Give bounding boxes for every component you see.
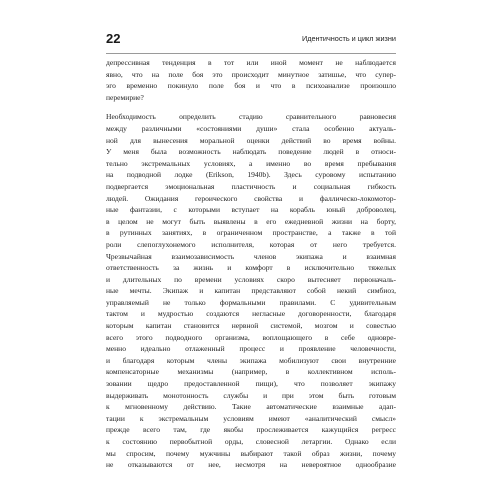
running-title: Идентичность и цикл жизни bbox=[301, 34, 396, 43]
text-line: роли слепоглухонемого исполнителя, которая от него требуется. bbox=[106, 239, 396, 249]
text-line: эго временно покинуло поле боя и что в психоанализе произошло bbox=[106, 81, 396, 91]
text-line: компенсаторные механизмы (например, в коллективном исполь- bbox=[106, 367, 396, 377]
text-line: ответственность за жизнь и комфорт в исключительно тяжелых bbox=[106, 263, 396, 273]
body-text bbox=[106, 57, 396, 471]
header-rule bbox=[106, 53, 396, 54]
text-line: тельно экстремальных условиях, а именно во время пребывания bbox=[106, 158, 396, 168]
text-line: прежде всего там, где якобы прослеживается кажущийся регресс bbox=[106, 425, 396, 435]
text-line: выдерживать монотонность службы и при этом быть готовым bbox=[106, 390, 396, 400]
text-line: между различными «состояниями души» стала особенно актуаль- bbox=[106, 123, 396, 133]
text-line: к состоянию первобытной орды, словесной летаргии. Однако если bbox=[106, 437, 396, 446]
text-line: не отказываются от нее, несмотря на невероятное однообразие bbox=[106, 460, 396, 470]
text-line: и благодаря которым члены экипажа мобилизуют свои внутренние bbox=[106, 355, 396, 365]
text-line: явно, что на поле боя это происходит минутное затишье, что супер- bbox=[106, 69, 396, 79]
text-line: на подводной лодке (Erikson, 1940b). Здесь суровому испытанию bbox=[106, 170, 396, 180]
paragraph bbox=[106, 111, 396, 470]
text-line: ной для вынесения моральной оценки действий во время войны. bbox=[106, 135, 396, 145]
text-line: мы спросим, почему мужчины выбирают такой образ жизни, почему bbox=[106, 448, 396, 458]
paragraph-gap bbox=[106, 103, 396, 111]
text-line: которым капитан становится нервной системой, мозгом и совестью bbox=[106, 321, 396, 331]
text-line: подвергается эмоциональная пластичность и социальная гибкость bbox=[106, 181, 396, 191]
text-line: депрессивная тенденция в тот или иной момент не наблюдается bbox=[106, 58, 396, 67]
text-line: перемирие? bbox=[106, 92, 144, 102]
text-line: управляемый не только формальными правилами. С удивительным bbox=[106, 297, 396, 307]
paragraph bbox=[106, 57, 396, 103]
text-line: в рутинных занятиях, в ограниченном пространстве, а также в той bbox=[106, 228, 396, 238]
text-line: и длительных по времени условиях скоро вытесняет первоначаль- bbox=[106, 274, 396, 284]
text-line: У меня была возможность наблюдать поведение людей в относи- bbox=[106, 147, 396, 157]
text-line: в целом не могут быть выявлены в его ежедневной жизни на борту, bbox=[106, 216, 396, 226]
text-line: всего этого подводного организма, воплощающего в себе одновре- bbox=[106, 332, 396, 342]
text-line: ные фантазии, с которыми вступает на корабль юный доброволец, bbox=[106, 205, 396, 215]
text-line: менно идеально отлаженный процесс и проявление человечности, bbox=[106, 344, 396, 354]
text-line: людей. Ожидания героического свойства и фаллическо-локомотор- bbox=[106, 193, 396, 203]
text-line: зовании щедро предоставленной пищи), что позволяет экипажу bbox=[106, 379, 396, 389]
text-line: Необходимость определить стадию сравнительного равновесия bbox=[106, 112, 396, 122]
text-line: тактом и мудростью создаются негласные договоренности, благодаря bbox=[106, 309, 396, 319]
page-header bbox=[106, 31, 396, 49]
text-line: Чрезвычайная взаимозависимость членов экипажа и взаимная bbox=[106, 251, 396, 261]
text-line: ные мечты. Экипаж и капитан представляют собой некий симбиоз, bbox=[106, 286, 396, 296]
text-line: к мгновенному действию. Такие автоматические взаимные адап- bbox=[106, 402, 396, 412]
page-number: 22 bbox=[106, 31, 121, 46]
text-line: тации к экстремальным условиям имеют «аналитический смысл» bbox=[106, 413, 396, 423]
